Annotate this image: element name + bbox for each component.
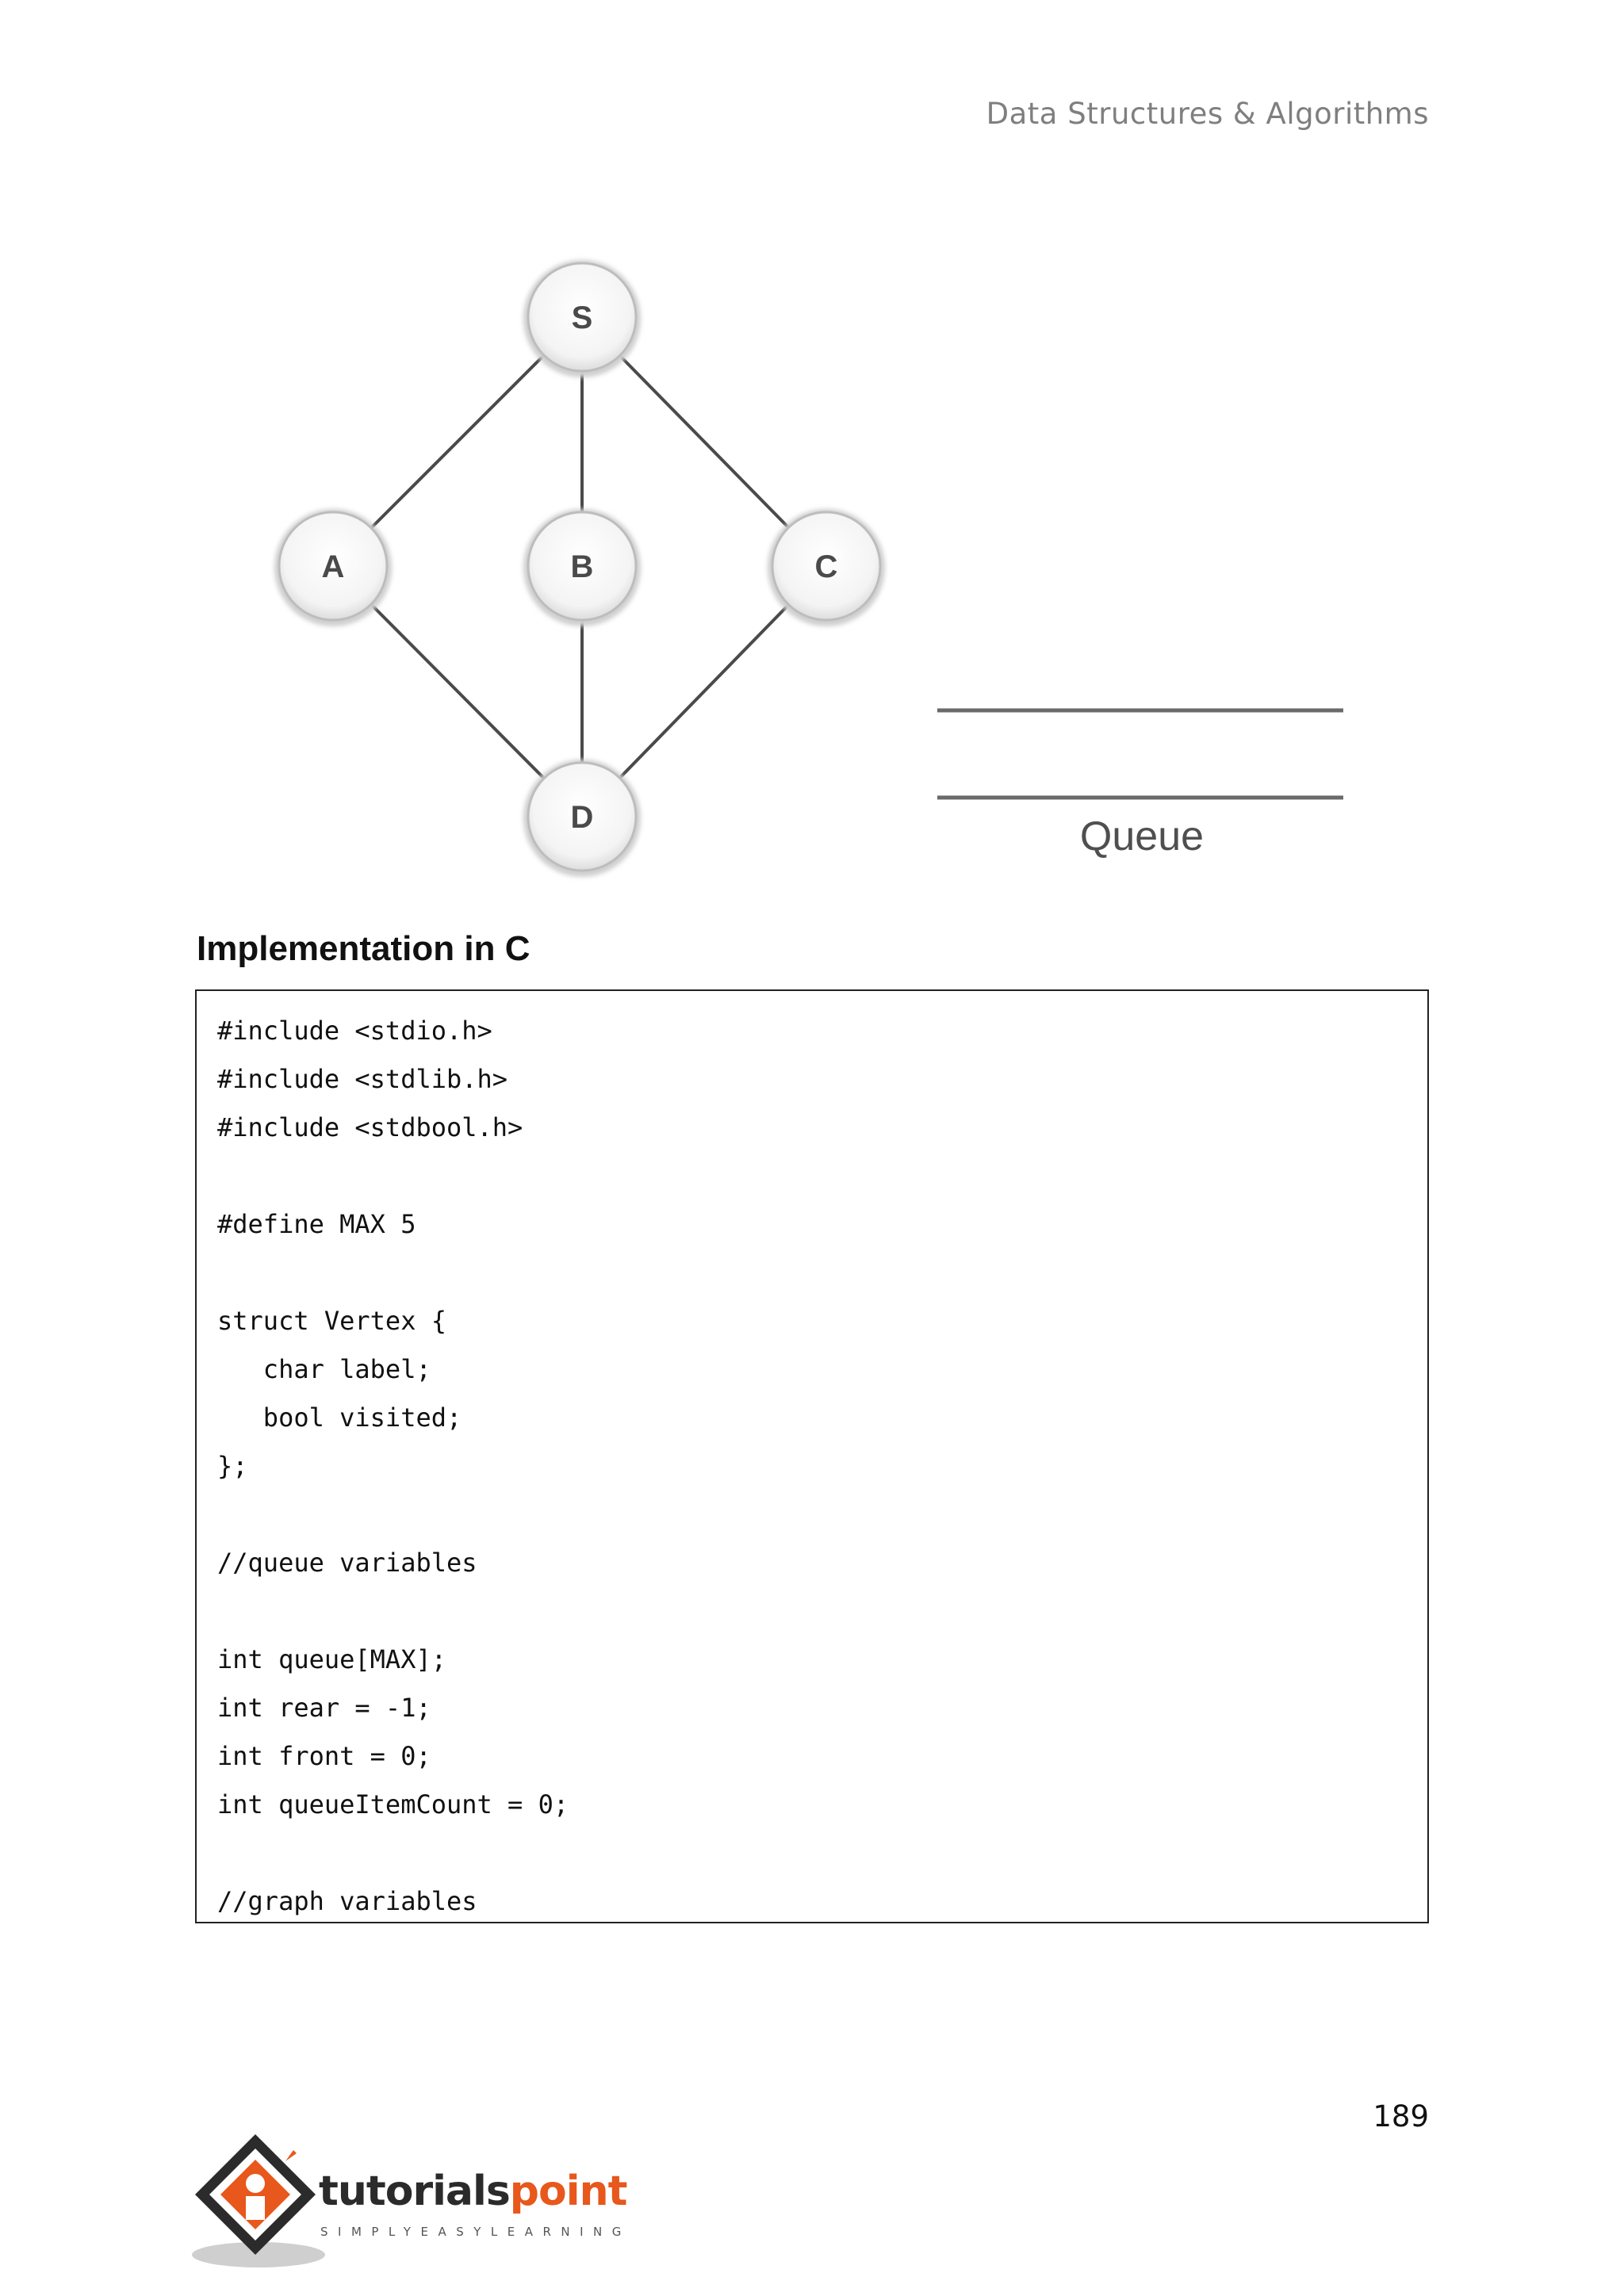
- node-label-a: A: [321, 549, 345, 584]
- code-line: [217, 1249, 1427, 1297]
- node-label-s: S: [571, 300, 593, 335]
- logo-tagline: SIMPLYEASYLEARNING: [320, 2225, 631, 2239]
- section-heading: Implementation in C: [197, 929, 530, 968]
- code-line: [217, 1152, 1427, 1200]
- code-line: #include <stdlib.h>: [217, 1064, 508, 1094]
- code-line: [217, 1490, 1427, 1539]
- node-label-d: D: [570, 800, 594, 835]
- page-number: 189: [1373, 2099, 1429, 2133]
- code-line: #include <stdio.h>: [217, 1016, 492, 1046]
- code-line: int queue[MAX];: [217, 1644, 446, 1674]
- node-s: [523, 260, 641, 377]
- code-line: char label;: [217, 1354, 431, 1384]
- logo-word-tutorials: tutorials: [319, 2168, 510, 2215]
- code-line: [217, 1587, 1427, 1636]
- running-header: Data Structures & Algorithms: [986, 97, 1429, 131]
- code-line: #include <stdbool.h>: [217, 1112, 523, 1142]
- queue-label: Queue: [1079, 813, 1205, 859]
- tutorialspoint-logo: [190, 2130, 634, 2272]
- node-a: [274, 509, 392, 626]
- node-label-c: C: [814, 549, 838, 584]
- code-line: int front = 0;: [217, 1741, 431, 1771]
- node-b: [523, 509, 641, 626]
- code-line: bool visited;: [217, 1402, 462, 1433]
- logo-word-point: point: [509, 2168, 627, 2215]
- node-d: [523, 760, 641, 877]
- code-line: int rear = -1;: [217, 1693, 431, 1723]
- code-block: [195, 989, 1429, 1923]
- logo-wordmark: [319, 2168, 626, 2215]
- node-c: [768, 509, 885, 626]
- node-label-b: B: [570, 549, 594, 584]
- code-line: };: [217, 1451, 248, 1481]
- logo-emblem-icon: [190, 2130, 325, 2272]
- code-line: int queueItemCount = 0;: [217, 1789, 569, 1820]
- code-line: [217, 1829, 1427, 1877]
- graph-figure: [0, 0, 1624, 904]
- code-line: //queue variables: [217, 1548, 477, 1578]
- code-line: #define MAX 5: [217, 1209, 416, 1239]
- code-line: //graph variables: [217, 1886, 477, 1916]
- queue-diagram: [937, 710, 1343, 859]
- code-line: struct Vertex {: [217, 1306, 446, 1336]
